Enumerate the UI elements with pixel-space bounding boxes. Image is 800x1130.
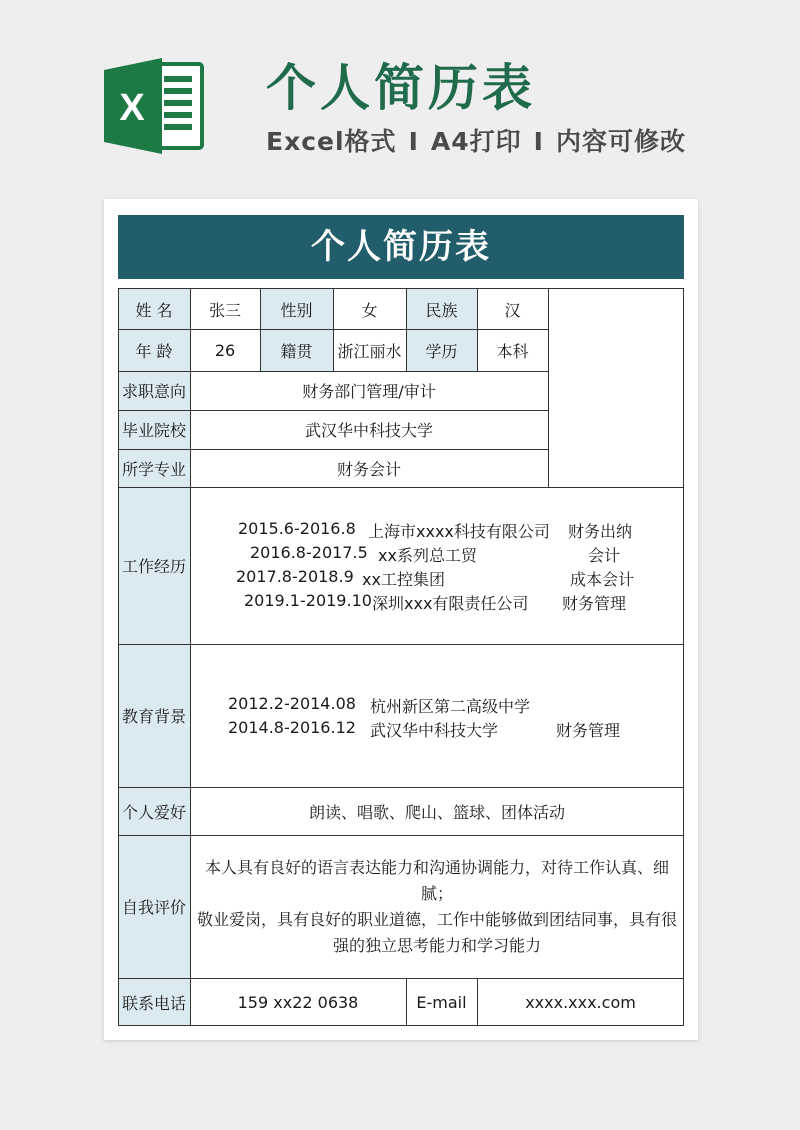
edu-period: 2012.2-2014.08 bbox=[228, 694, 356, 713]
edu-org: 武汉华中科技大学 bbox=[370, 721, 499, 740]
origin-value[interactable]: 浙江丽水 bbox=[337, 341, 402, 361]
work-period: 2016.8-2017.5 bbox=[250, 543, 368, 562]
intent-value[interactable]: 财务部门管理/审计 bbox=[302, 382, 436, 401]
major-label: 所学专业 bbox=[118, 449, 190, 487]
work-org: 上海市xxxx科技有限公司 bbox=[368, 522, 550, 541]
ethnicity-label: 民族 bbox=[406, 289, 477, 329]
age-value[interactable]: 26 bbox=[214, 340, 236, 360]
work-period: 2015.6-2016.8 bbox=[238, 519, 356, 538]
origin-label: 籍贯 bbox=[260, 329, 333, 371]
work-label: 工作经历 bbox=[118, 487, 190, 644]
work-period: 2017.8-2018.9 bbox=[236, 567, 354, 586]
self-eval-line: 强的独立思考能力和学习能力 bbox=[332, 935, 541, 955]
school-label: 毕业院校 bbox=[118, 410, 190, 449]
work-org: 深圳xxx有限责任公司 bbox=[372, 594, 529, 613]
subtitle-format: Excel格式 bbox=[266, 127, 397, 156]
self-eval-label: 自我评价 bbox=[118, 835, 190, 978]
ethnicity-value[interactable]: 汉 bbox=[504, 300, 521, 320]
degree-label: 学历 bbox=[406, 329, 477, 371]
age-label: 年 龄 bbox=[118, 329, 190, 371]
work-role: 财务出纳 bbox=[568, 522, 633, 541]
education-label: 教育背景 bbox=[118, 644, 190, 787]
school-value[interactable]: 武汉华中科技大学 bbox=[304, 421, 433, 440]
subtitle-print: A4打印 bbox=[430, 127, 522, 156]
self-eval-line: 腻； bbox=[420, 883, 453, 903]
email-value[interactable]: xxxx.xxx.com bbox=[525, 992, 636, 1012]
name-label: 姓 名 bbox=[118, 289, 190, 329]
gender-value[interactable]: 女 bbox=[361, 300, 378, 320]
edu-period: 2014.8-2016.12 bbox=[228, 718, 356, 737]
work-role: 财务管理 bbox=[562, 594, 627, 613]
work-org: xx系列总工贸 bbox=[378, 546, 477, 565]
phone-label: 联系电话 bbox=[118, 978, 190, 1026]
work-role: 会计 bbox=[588, 546, 621, 565]
subtitle-editable: 内容可修改 bbox=[555, 127, 686, 156]
self-eval-line: 敬业爱岗，具有良好的职业道德，工作中能够做到团结同事，具有很 bbox=[196, 909, 677, 929]
work-org: xx工控集团 bbox=[362, 570, 445, 589]
work-period: 2019.1-2019.10 bbox=[244, 591, 372, 610]
promo-title: 个人简历表 bbox=[266, 59, 536, 117]
self-eval-line: 本人具有良好的语言表达能力和沟通协调能力，对待工作认真、细 bbox=[204, 857, 669, 877]
svg-text:X: X bbox=[119, 87, 145, 129]
name-value[interactable]: 张三 bbox=[208, 300, 241, 320]
edu-role: 财务管理 bbox=[556, 721, 621, 740]
email-label: E-mail bbox=[416, 992, 467, 1012]
phone-value[interactable]: 159 xx22 0638 bbox=[237, 992, 359, 1012]
major-value[interactable]: 财务会计 bbox=[336, 459, 401, 479]
subtitle-separator: I bbox=[408, 127, 419, 156]
work-role: 成本会计 bbox=[570, 570, 635, 589]
edu-org: 杭州新区第二高级中学 bbox=[370, 697, 531, 716]
hobby-value[interactable]: 朗读、唱歌、爬山、篮球、团体活动 bbox=[308, 802, 565, 822]
hobby-label: 个人爱好 bbox=[118, 787, 190, 835]
degree-value[interactable]: 本科 bbox=[496, 341, 529, 361]
gender-label: 性别 bbox=[260, 289, 333, 329]
intent-label: 求职意向 bbox=[118, 371, 190, 410]
subtitle-separator: I bbox=[533, 127, 544, 156]
resume-title-banner: 个人简历表 bbox=[118, 215, 684, 279]
